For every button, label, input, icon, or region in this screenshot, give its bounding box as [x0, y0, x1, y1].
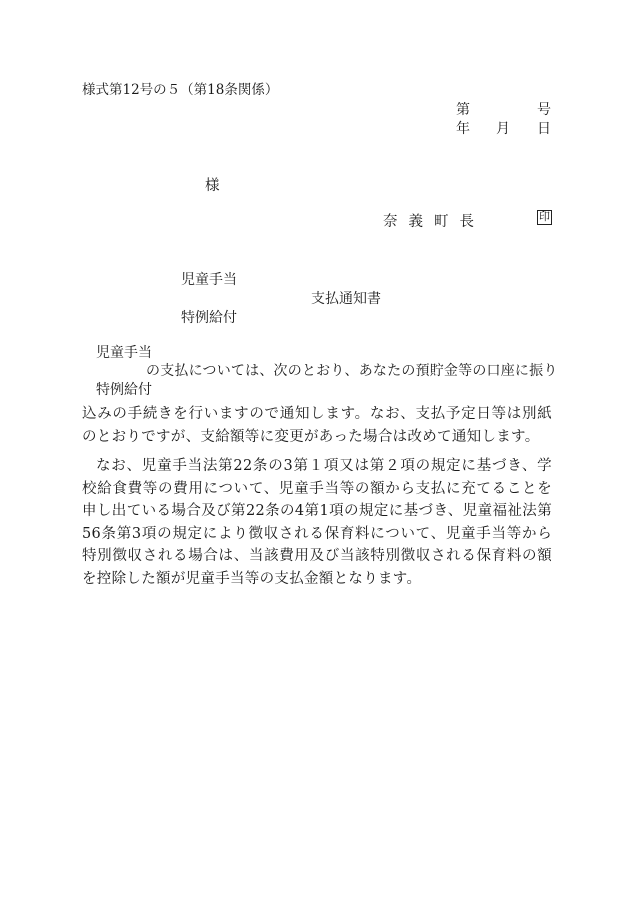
document-title: 支払通知書 — [311, 291, 381, 307]
form-number: 様式第12号の５（第18条関係） — [82, 82, 279, 98]
title-option-child-allowance: 児童手当 — [181, 272, 237, 288]
addressee-honorific: 様 — [205, 178, 220, 194]
payment-option-child-allowance: 児童手当 — [96, 345, 152, 361]
body-paragraph-1: 込みの手続きを行いますので通知します。なお、支払予定日等は別紙のとおりですが、支給額等に変更があった場合は改めて通知します。 — [82, 406, 552, 445]
seal-stamp: 印 — [539, 210, 550, 223]
body-paragraph-2: なお、児童手当法第22条の3第１項又は第２項の規定に基づき、学校給食費等の費用について、児童手当等の額から支払に充てることを申し出ている場合及び第22条の4第1項の規定に基づき、児童福祉法第56条第3項の規定により徴収される保育料について、児童手当等から特別徴収される場合は、当該費用及び当該特別徴収される保育料の額を控除した額が児童手当等の支払金額となります。 — [82, 458, 552, 587]
title-option-special-benefit: 特例給付 — [181, 310, 237, 326]
date-day-label: 日 — [537, 121, 551, 137]
issuer-name: 奈義町長 — [383, 214, 485, 230]
document-number-prefix: 第 — [456, 102, 470, 118]
payment-statement: の支払については、次のとおり、あなたの預貯金等の口座に振り — [146, 363, 558, 379]
document-number-suffix: 号 — [537, 102, 551, 118]
payment-option-special-benefit: 特例給付 — [96, 382, 152, 398]
date-year-label: 年 — [456, 121, 470, 137]
date-month-label: 月 — [496, 121, 510, 137]
